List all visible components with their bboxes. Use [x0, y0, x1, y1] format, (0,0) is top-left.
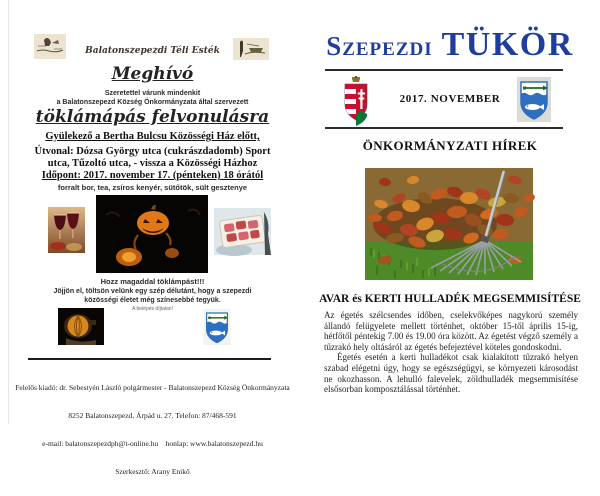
flyer-time-line: Időpont: 2017. november 17. (pénteken) 18 órától — [41, 170, 264, 181]
pumpkin-lantern-photo — [58, 308, 104, 345]
flyer-invitation-title: Meghívó — [111, 64, 194, 84]
imprint-address: 8252 Balatonszepezd, Árpád u. 27. Telefon: 87/468-591 — [68, 411, 237, 421]
flyer-free-entry-note: A belépés díjtalan! — [132, 306, 173, 312]
article-body — [324, 310, 578, 395]
flyer-closing-line2: közösségi életet még színesebbé tegyük. — [84, 297, 221, 304]
article-title: AVAR és KERTI HULLADÉK MEGSEMMISÍTÉSE — [319, 293, 581, 305]
flyer-intro-line1: Szeretettel várunk mindenkit — [104, 90, 201, 97]
flyer-page — [8, 0, 296, 477]
flyer-gathering-line: Gyülekező a Bertha Bulcsu Közösségi Ház előtt, — [45, 131, 260, 142]
flyer-series-title: Balatonszepezdi Téli Esték — [85, 46, 220, 56]
flyer-bring-lantern-line: Hozz magaddal töklámpást!!! — [100, 277, 205, 286]
section-title: ÖNKORMÁNYZATI HÍREK — [362, 138, 538, 153]
masthead-word-szepezdi: Szepezdi — [326, 31, 433, 61]
szepezd-coat-of-arms-icon — [517, 77, 551, 122]
masthead-title — [300, 26, 600, 64]
imprint-publisher: Felelős kiadó: dr. Sebestyén László polgármester - Balatonszepezd Község Önkormányzata — [15, 382, 290, 392]
autumn-leaves-photo — [365, 168, 533, 280]
issue-date: 2017. NOVEMBER — [399, 93, 501, 105]
article-paragraph-2: Égetés esetén a kerti hulladékot csak kialakított tűzrakó helyen szabad elégetni úgy, hogy se egészségügyi, se környezeti károsodást ne okozhasson. A lehulló falevelek, zöldhulladék megsemmisítése elsősorban komposztálással történhet. — [324, 352, 578, 395]
imprint-contacts: e-mail: balatonszepezdph@t-online.hu honlap: www.balatonszepezd.hu — [42, 439, 263, 449]
mulled-wine-photo — [48, 207, 85, 253]
imprint-editor: Szerkesztő: Arany Enikő — [115, 467, 190, 477]
flyer-closing-line1: Jöjjön el, töltsön velünk egy szép délutánt, hogy a szepezdi — [53, 288, 252, 295]
masthead-rule-bottom — [325, 127, 563, 129]
szepezd-coat-of-arms-flyer-icon — [201, 309, 233, 345]
masthead-word-tukor: TÜKÖR — [441, 26, 574, 63]
flyer-event-title: töklámápás felvonulásra — [35, 107, 270, 127]
newsletter-page — [300, 0, 600, 424]
article-paragraph-1: Az égetés szélcsendes időben, cselekvőképes nagykorú személy állandó felügyelete mellett történhet, október 15-től április 15-ig, hétfőtől péntekig 7.00 és 19.00 óra között. Az égetést végző személy a tűzrakó hely oltásáról az égetés befejeztével köteles gondoskodni. — [324, 310, 578, 352]
flyer-route-line2: utca, Tűzoltó utca, - vissza a Közösségi Házhoz — [47, 158, 258, 169]
food-tray-photo — [214, 208, 271, 255]
imprint-block — [9, 364, 296, 496]
jack-o-lantern-photo — [96, 195, 208, 273]
flyer-menu-line: forralt bor, tea, zsíros kenyér, sütőtök, sült gesztenye — [57, 183, 248, 192]
flyer-route-line1: Útvonal: Dózsa György utca (cukrászdadomb) Sport — [34, 146, 271, 157]
masthead-rule-top — [325, 69, 563, 71]
flyer-intro-line2: a Balatonszepezd Község Önkormányzata által szervezett — [56, 99, 249, 106]
footer-divider — [28, 358, 271, 360]
